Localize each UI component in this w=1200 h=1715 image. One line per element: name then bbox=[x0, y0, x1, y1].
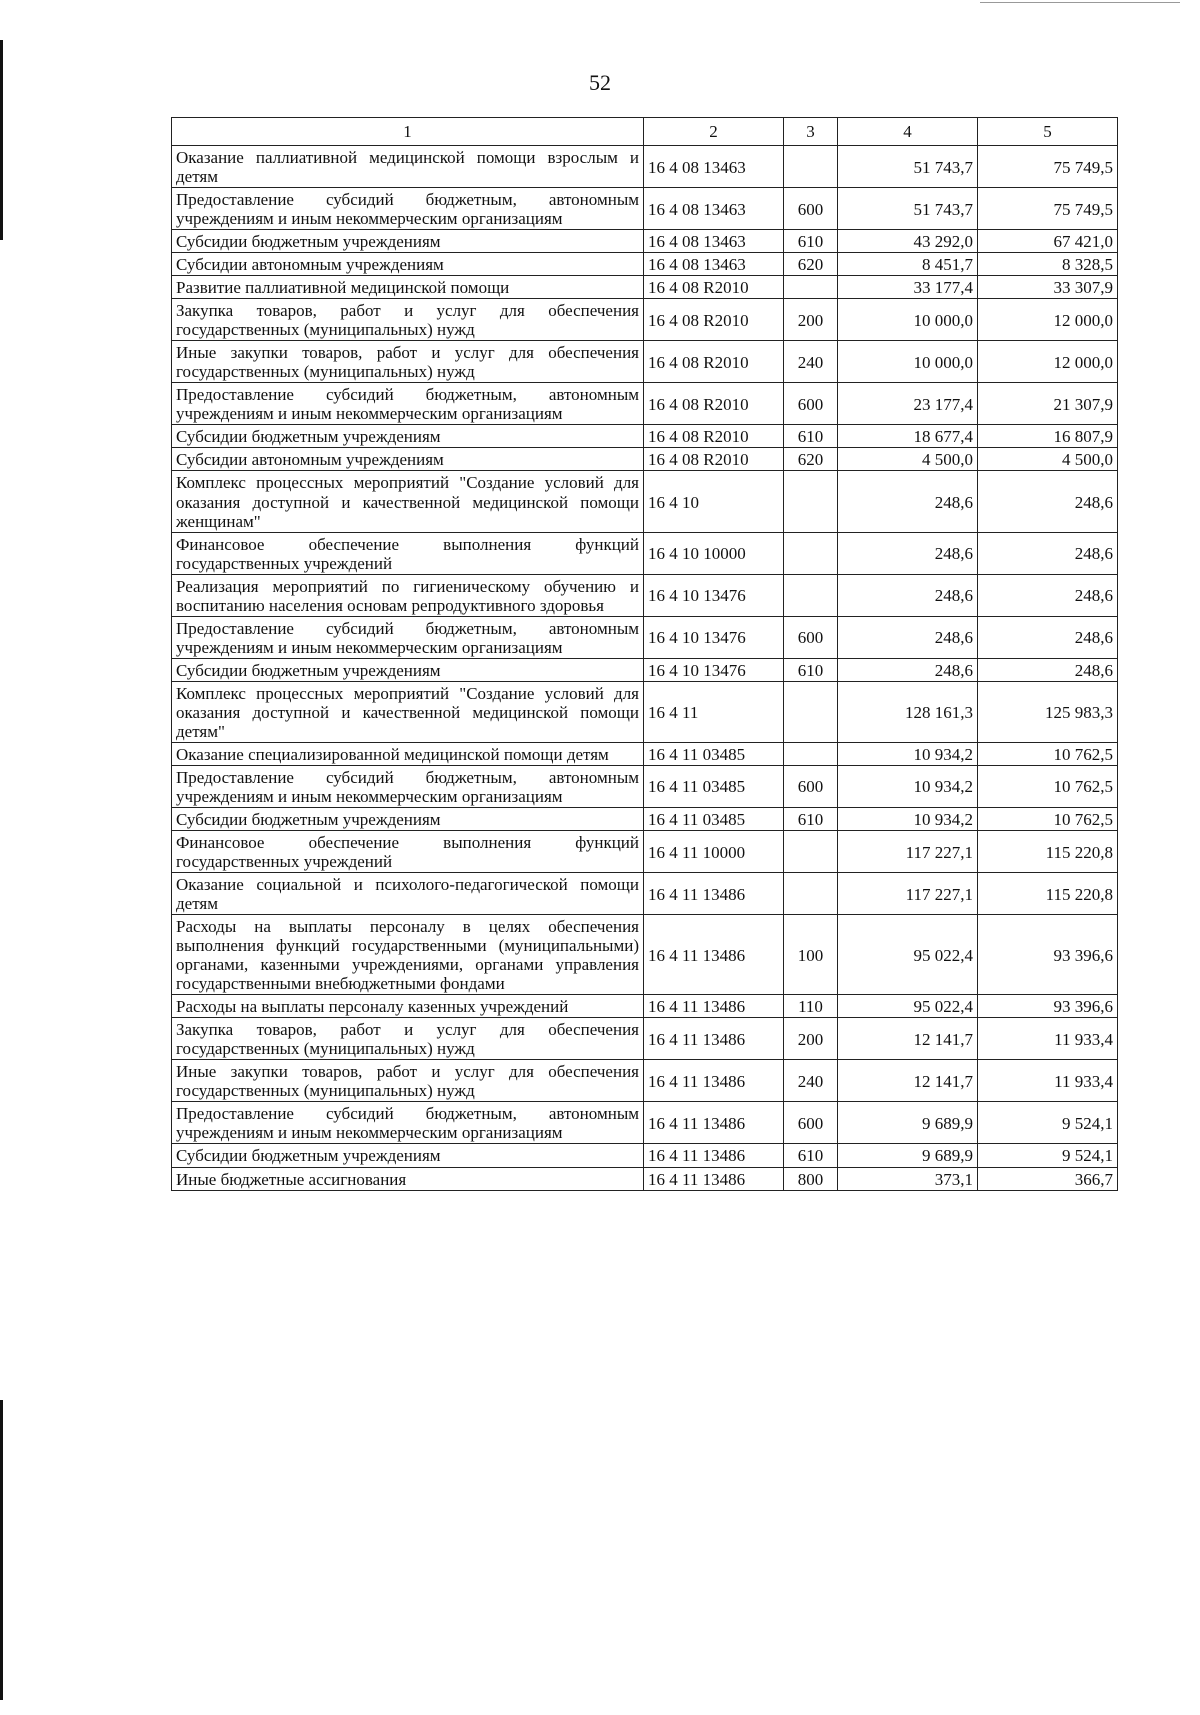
target-code-cell: 16 4 08 R2010 bbox=[644, 341, 784, 383]
expense-type-cell bbox=[784, 146, 838, 188]
amount-year1-cell: 373,1 bbox=[838, 1167, 978, 1190]
target-code-cell: 16 4 11 03485 bbox=[644, 765, 784, 807]
amount-year1-cell: 95 022,4 bbox=[838, 915, 978, 995]
table-row bbox=[172, 383, 1118, 425]
header-row bbox=[172, 118, 1118, 146]
expense-name-cell: Комплекс процессных мероприятий "Создание условий для оказания доступной и качественной медицинской помощи детям" bbox=[172, 681, 644, 742]
amount-year1-cell: 10 000,0 bbox=[838, 341, 978, 383]
amount-year2-cell: 11 933,4 bbox=[978, 1018, 1118, 1060]
amount-year1-cell: 10 934,2 bbox=[838, 765, 978, 807]
expense-name-cell: Расходы на выплаты персоналу в целях обеспечения выполнения функций государственными (муниципальными) органами, казенными учреждениями, органами управления государственными внебюджетными фондами bbox=[172, 915, 644, 995]
expense-type-cell: 600 bbox=[784, 1102, 838, 1144]
target-code-cell: 16 4 08 R2010 bbox=[644, 276, 784, 299]
expense-type-cell bbox=[784, 574, 838, 616]
target-code-cell: 16 4 11 10000 bbox=[644, 831, 784, 873]
amount-year1-cell: 43 292,0 bbox=[838, 230, 978, 253]
target-code-cell: 16 4 11 13486 bbox=[644, 995, 784, 1018]
amount-year1-cell: 117 227,1 bbox=[838, 831, 978, 873]
column-header: 2 bbox=[644, 118, 784, 146]
target-code-cell: 16 4 11 13486 bbox=[644, 1018, 784, 1060]
table-row bbox=[172, 742, 1118, 765]
amount-year2-cell: 12 000,0 bbox=[978, 341, 1118, 383]
expense-type-cell: 240 bbox=[784, 1060, 838, 1102]
target-code-cell: 16 4 11 13486 bbox=[644, 1167, 784, 1190]
target-code-cell: 16 4 11 13486 bbox=[644, 1102, 784, 1144]
amount-year1-cell: 117 227,1 bbox=[838, 873, 978, 915]
amount-year2-cell: 10 762,5 bbox=[978, 765, 1118, 807]
amount-year1-cell: 51 743,7 bbox=[838, 146, 978, 188]
table-row bbox=[172, 1144, 1118, 1167]
expense-type-cell: 110 bbox=[784, 995, 838, 1018]
expense-type-cell: 610 bbox=[784, 1144, 838, 1167]
expense-type-cell bbox=[784, 276, 838, 299]
target-code-cell: 16 4 08 R2010 bbox=[644, 299, 784, 341]
table-row bbox=[172, 1018, 1118, 1060]
amount-year2-cell: 125 983,3 bbox=[978, 681, 1118, 742]
table-row bbox=[172, 276, 1118, 299]
table-row bbox=[172, 658, 1118, 681]
amount-year2-cell: 93 396,6 bbox=[978, 915, 1118, 995]
expense-type-cell: 610 bbox=[784, 807, 838, 830]
table-row bbox=[172, 765, 1118, 807]
page-number: 52 bbox=[589, 70, 611, 95]
target-code-cell: 16 4 08 R2010 bbox=[644, 383, 784, 425]
column-header: 5 bbox=[978, 118, 1118, 146]
amount-year1-cell: 9 689,9 bbox=[838, 1144, 978, 1167]
expense-type-cell bbox=[784, 742, 838, 765]
expense-type-cell: 200 bbox=[784, 1018, 838, 1060]
amount-year2-cell: 9 524,1 bbox=[978, 1144, 1118, 1167]
target-code-cell: 16 4 11 03485 bbox=[644, 807, 784, 830]
amount-year1-cell: 9 689,9 bbox=[838, 1102, 978, 1144]
table-row bbox=[172, 574, 1118, 616]
amount-year1-cell: 10 934,2 bbox=[838, 807, 978, 830]
table-row bbox=[172, 995, 1118, 1018]
target-code-cell: 16 4 10 13476 bbox=[644, 574, 784, 616]
amount-year1-cell: 12 141,7 bbox=[838, 1018, 978, 1060]
scan-edge-mark bbox=[980, 2, 1180, 3]
expense-name-cell: Субсидии бюджетным учреждениям bbox=[172, 658, 644, 681]
expense-name-cell: Комплекс процессных мероприятий "Создание условий для оказания доступной и качественной медицинской помощи женщинам" bbox=[172, 471, 644, 532]
amount-year1-cell: 248,6 bbox=[838, 532, 978, 574]
amount-year1-cell: 248,6 bbox=[838, 616, 978, 658]
amount-year2-cell: 248,6 bbox=[978, 532, 1118, 574]
amount-year2-cell: 33 307,9 bbox=[978, 276, 1118, 299]
expense-type-cell bbox=[784, 532, 838, 574]
expense-name-cell: Расходы на выплаты персоналу казенных учреждений bbox=[172, 995, 644, 1018]
amount-year2-cell: 9 524,1 bbox=[978, 1102, 1118, 1144]
expense-type-cell: 200 bbox=[784, 299, 838, 341]
table-row bbox=[172, 299, 1118, 341]
amount-year1-cell: 12 141,7 bbox=[838, 1060, 978, 1102]
table-body bbox=[172, 146, 1118, 1191]
amount-year2-cell: 10 762,5 bbox=[978, 742, 1118, 765]
expense-type-cell: 610 bbox=[784, 230, 838, 253]
expense-type-cell: 600 bbox=[784, 765, 838, 807]
amount-year2-cell: 11 933,4 bbox=[978, 1060, 1118, 1102]
expense-name-cell: Закупка товаров, работ и услуг для обеспечения государственных (муниципальных) нужд bbox=[172, 299, 644, 341]
amount-year1-cell: 8 451,7 bbox=[838, 253, 978, 276]
target-code-cell: 16 4 08 R2010 bbox=[644, 448, 784, 471]
expense-name-cell: Развитие паллиативной медицинской помощи bbox=[172, 276, 644, 299]
target-code-cell: 16 4 10 bbox=[644, 471, 784, 532]
amount-year2-cell: 115 220,8 bbox=[978, 831, 1118, 873]
column-header: 1 bbox=[172, 118, 644, 146]
expense-name-cell: Финансовое обеспечение выполнения функций государственных учреждений bbox=[172, 831, 644, 873]
expense-name-cell: Предоставление субсидий бюджетным, автономным учреждениям и иным некоммерческим организациям bbox=[172, 188, 644, 230]
expense-name-cell: Иные закупки товаров, работ и услуг для обеспечения государственных (муниципальных) нужд bbox=[172, 1060, 644, 1102]
table-row bbox=[172, 188, 1118, 230]
expense-name-cell: Оказание специализированной медицинской помощи детям bbox=[172, 742, 644, 765]
table-row bbox=[172, 448, 1118, 471]
expense-type-cell: 610 bbox=[784, 658, 838, 681]
expense-type-cell bbox=[784, 873, 838, 915]
amount-year2-cell: 12 000,0 bbox=[978, 299, 1118, 341]
table-row bbox=[172, 616, 1118, 658]
expense-type-cell: 600 bbox=[784, 383, 838, 425]
expense-name-cell: Субсидии бюджетным учреждениям bbox=[172, 230, 644, 253]
amount-year1-cell: 33 177,4 bbox=[838, 276, 978, 299]
expense-type-cell bbox=[784, 471, 838, 532]
expense-name-cell: Субсидии бюджетным учреждениям bbox=[172, 1144, 644, 1167]
amount-year1-cell: 18 677,4 bbox=[838, 425, 978, 448]
expense-name-cell: Предоставление субсидий бюджетным, автономным учреждениям и иным некоммерческим организациям bbox=[172, 765, 644, 807]
target-code-cell: 16 4 10 10000 bbox=[644, 532, 784, 574]
target-code-cell: 16 4 11 03485 bbox=[644, 742, 784, 765]
table-row bbox=[172, 1102, 1118, 1144]
table-row bbox=[172, 807, 1118, 830]
expense-name-cell: Оказание паллиативной медицинской помощи взрослым и детям bbox=[172, 146, 644, 188]
expense-name-cell: Субсидии бюджетным учреждениям bbox=[172, 807, 644, 830]
amount-year2-cell: 248,6 bbox=[978, 471, 1118, 532]
column-header: 3 bbox=[784, 118, 838, 146]
target-code-cell: 16 4 08 13463 bbox=[644, 146, 784, 188]
expense-name-cell: Субсидии автономным учреждениям bbox=[172, 448, 644, 471]
expense-name-cell: Предоставление субсидий бюджетным, автономным учреждениям и иным некоммерческим организациям bbox=[172, 616, 644, 658]
amount-year1-cell: 248,6 bbox=[838, 658, 978, 681]
target-code-cell: 16 4 11 13486 bbox=[644, 1060, 784, 1102]
amount-year1-cell: 95 022,4 bbox=[838, 995, 978, 1018]
expense-type-cell: 620 bbox=[784, 253, 838, 276]
amount-year1-cell: 23 177,4 bbox=[838, 383, 978, 425]
amount-year1-cell: 4 500,0 bbox=[838, 448, 978, 471]
expense-name-cell: Иные закупки товаров, работ и услуг для обеспечения государственных (муниципальных) нужд bbox=[172, 341, 644, 383]
expense-type-cell: 600 bbox=[784, 188, 838, 230]
amount-year2-cell: 16 807,9 bbox=[978, 425, 1118, 448]
table-row bbox=[172, 1167, 1118, 1190]
amount-year2-cell: 75 749,5 bbox=[978, 188, 1118, 230]
expense-type-cell bbox=[784, 681, 838, 742]
amount-year2-cell: 75 749,5 bbox=[978, 146, 1118, 188]
target-code-cell: 16 4 08 13463 bbox=[644, 230, 784, 253]
amount-year2-cell: 93 396,6 bbox=[978, 995, 1118, 1018]
table-row bbox=[172, 681, 1118, 742]
table-row bbox=[172, 471, 1118, 532]
target-code-cell: 16 4 11 13486 bbox=[644, 915, 784, 995]
expense-type-cell: 600 bbox=[784, 616, 838, 658]
budget-table bbox=[171, 117, 1118, 1191]
table-row bbox=[172, 425, 1118, 448]
expense-type-cell: 620 bbox=[784, 448, 838, 471]
column-header: 4 bbox=[838, 118, 978, 146]
amount-year1-cell: 10 000,0 bbox=[838, 299, 978, 341]
amount-year2-cell: 67 421,0 bbox=[978, 230, 1118, 253]
amount-year1-cell: 128 161,3 bbox=[838, 681, 978, 742]
target-code-cell: 16 4 10 13476 bbox=[644, 658, 784, 681]
amount-year2-cell: 248,6 bbox=[978, 574, 1118, 616]
expense-type-cell bbox=[784, 831, 838, 873]
table-row bbox=[172, 915, 1118, 995]
expense-name-cell: Субсидии автономным учреждениям bbox=[172, 253, 644, 276]
target-code-cell: 16 4 11 13486 bbox=[644, 1144, 784, 1167]
target-code-cell: 16 4 11 bbox=[644, 681, 784, 742]
amount-year1-cell: 248,6 bbox=[838, 471, 978, 532]
target-code-cell: 16 4 08 13463 bbox=[644, 188, 784, 230]
amount-year2-cell: 10 762,5 bbox=[978, 807, 1118, 830]
expense-name-cell: Иные бюджетные ассигнования bbox=[172, 1167, 644, 1190]
table-row bbox=[172, 253, 1118, 276]
target-code-cell: 16 4 08 R2010 bbox=[644, 425, 784, 448]
amount-year1-cell: 248,6 bbox=[838, 574, 978, 616]
table-row bbox=[172, 831, 1118, 873]
expense-type-cell: 100 bbox=[784, 915, 838, 995]
table-row bbox=[172, 230, 1118, 253]
expense-name-cell: Реализация мероприятий по гигиеническому обучению и воспитанию населения основам репродуктивного здоровья bbox=[172, 574, 644, 616]
expense-type-cell: 240 bbox=[784, 341, 838, 383]
amount-year2-cell: 4 500,0 bbox=[978, 448, 1118, 471]
table-row bbox=[172, 1060, 1118, 1102]
expense-name-cell: Закупка товаров, работ и услуг для обеспечения государственных (муниципальных) нужд bbox=[172, 1018, 644, 1060]
amount-year2-cell: 366,7 bbox=[978, 1167, 1118, 1190]
expense-name-cell: Субсидии бюджетным учреждениям bbox=[172, 425, 644, 448]
expense-type-cell: 610 bbox=[784, 425, 838, 448]
scan-edge-mark bbox=[0, 1400, 3, 1700]
target-code-cell: 16 4 10 13476 bbox=[644, 616, 784, 658]
expense-name-cell: Финансовое обеспечение выполнения функций государственных учреждений bbox=[172, 532, 644, 574]
table-row bbox=[172, 532, 1118, 574]
expense-type-cell: 800 bbox=[784, 1167, 838, 1190]
amount-year1-cell: 10 934,2 bbox=[838, 742, 978, 765]
table-row bbox=[172, 873, 1118, 915]
amount-year2-cell: 248,6 bbox=[978, 658, 1118, 681]
amount-year2-cell: 115 220,8 bbox=[978, 873, 1118, 915]
table-row bbox=[172, 341, 1118, 383]
amount-year1-cell: 51 743,7 bbox=[838, 188, 978, 230]
amount-year2-cell: 8 328,5 bbox=[978, 253, 1118, 276]
expense-name-cell: Предоставление субсидий бюджетным, автономным учреждениям и иным некоммерческим организациям bbox=[172, 1102, 644, 1144]
table-row bbox=[172, 146, 1118, 188]
target-code-cell: 16 4 08 13463 bbox=[644, 253, 784, 276]
amount-year2-cell: 21 307,9 bbox=[978, 383, 1118, 425]
amount-year2-cell: 248,6 bbox=[978, 616, 1118, 658]
expense-name-cell: Предоставление субсидий бюджетным, автономным учреждениям и иным некоммерческим организациям bbox=[172, 383, 644, 425]
target-code-cell: 16 4 11 13486 bbox=[644, 873, 784, 915]
expense-name-cell: Оказание социальной и психолого-педагогической помощи детям bbox=[172, 873, 644, 915]
